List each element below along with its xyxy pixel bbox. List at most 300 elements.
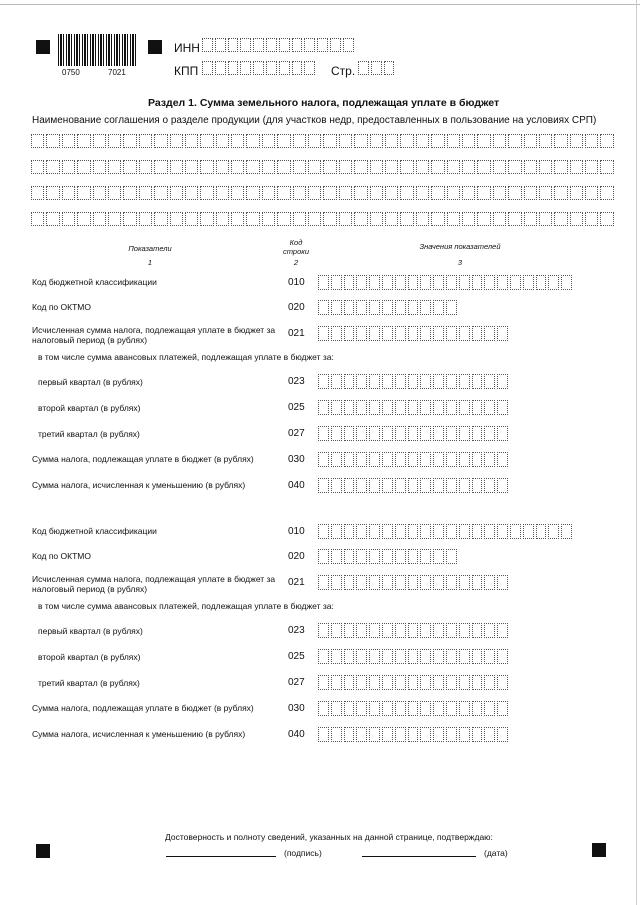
input-cell[interactable] xyxy=(484,727,495,742)
input-cell[interactable] xyxy=(216,134,229,148)
input-cell[interactable] xyxy=(484,400,495,415)
input-cell[interactable] xyxy=(108,212,121,226)
input-cell[interactable] xyxy=(493,212,506,226)
input-cell[interactable] xyxy=(323,212,336,226)
input-cell[interactable] xyxy=(382,452,393,467)
input-cell[interactable] xyxy=(331,326,342,341)
input-cell[interactable] xyxy=(433,426,444,441)
input-cell[interactable] xyxy=(400,186,413,200)
block2-value-field-021[interactable] xyxy=(318,575,510,590)
input-cell[interactable] xyxy=(318,675,329,690)
input-cell[interactable] xyxy=(356,326,367,341)
input-cell[interactable] xyxy=(344,623,355,638)
input-cell[interactable] xyxy=(369,549,380,564)
input-cell[interactable] xyxy=(279,38,290,52)
block2-value-field-020[interactable] xyxy=(318,549,459,564)
input-cell[interactable] xyxy=(459,478,470,493)
input-cell[interactable] xyxy=(318,426,329,441)
input-cell[interactable] xyxy=(240,38,251,52)
input-cell[interactable] xyxy=(202,38,213,52)
input-cell[interactable] xyxy=(262,160,275,174)
input-cell[interactable] xyxy=(408,549,419,564)
input-cell[interactable] xyxy=(154,134,167,148)
input-cell[interactable] xyxy=(369,575,380,590)
input-cell[interactable] xyxy=(344,400,355,415)
input-cell[interactable] xyxy=(395,478,406,493)
input-cell[interactable] xyxy=(459,400,470,415)
input-cell[interactable] xyxy=(331,478,342,493)
input-cell[interactable] xyxy=(462,212,475,226)
input-cell[interactable] xyxy=(395,275,406,290)
input-cell[interactable] xyxy=(536,275,547,290)
input-cell[interactable] xyxy=(370,134,383,148)
input-cell[interactable] xyxy=(420,575,431,590)
input-cell[interactable] xyxy=(318,478,329,493)
input-cell[interactable] xyxy=(323,134,336,148)
agreement-field-row-4[interactable] xyxy=(31,212,616,226)
input-cell[interactable] xyxy=(382,727,393,742)
input-cell[interactable] xyxy=(77,134,90,148)
input-cell[interactable] xyxy=(459,426,470,441)
input-cell[interactable] xyxy=(497,374,508,389)
input-cell[interactable] xyxy=(408,326,419,341)
input-cell[interactable] xyxy=(318,623,329,638)
input-cell[interactable] xyxy=(77,186,90,200)
input-cell[interactable] xyxy=(420,275,431,290)
input-cell[interactable] xyxy=(524,160,537,174)
input-cell[interactable] xyxy=(420,426,431,441)
input-cell[interactable] xyxy=(382,275,393,290)
input-cell[interactable] xyxy=(46,160,59,174)
block2-value-field-040[interactable] xyxy=(318,727,510,742)
input-cell[interactable] xyxy=(277,134,290,148)
input-cell[interactable] xyxy=(561,275,572,290)
input-cell[interactable] xyxy=(240,61,251,75)
input-cell[interactable] xyxy=(493,134,506,148)
input-cell[interactable] xyxy=(510,275,521,290)
input-cell[interactable] xyxy=(331,575,342,590)
input-cell[interactable] xyxy=(433,400,444,415)
input-cell[interactable] xyxy=(308,160,321,174)
input-cell[interactable] xyxy=(266,61,277,75)
input-cell[interactable] xyxy=(331,426,342,441)
input-cell[interactable] xyxy=(318,400,329,415)
input-cell[interactable] xyxy=(484,478,495,493)
input-cell[interactable] xyxy=(433,675,444,690)
input-cell[interactable] xyxy=(369,623,380,638)
input-cell[interactable] xyxy=(93,186,106,200)
input-cell[interactable] xyxy=(420,623,431,638)
input-cell[interactable] xyxy=(317,38,328,52)
input-cell[interactable] xyxy=(369,374,380,389)
input-cell[interactable] xyxy=(318,374,329,389)
input-cell[interactable] xyxy=(484,701,495,716)
input-cell[interactable] xyxy=(331,300,342,315)
input-cell[interactable] xyxy=(331,374,342,389)
input-cell[interactable] xyxy=(231,212,244,226)
input-cell[interactable] xyxy=(472,426,483,441)
input-cell[interactable] xyxy=(339,134,352,148)
input-cell[interactable] xyxy=(539,212,552,226)
input-cell[interactable] xyxy=(228,61,239,75)
input-cell[interactable] xyxy=(431,134,444,148)
input-cell[interactable] xyxy=(293,134,306,148)
input-cell[interactable] xyxy=(369,478,380,493)
input-cell[interactable] xyxy=(356,575,367,590)
input-cell[interactable] xyxy=(459,675,470,690)
input-cell[interactable] xyxy=(493,186,506,200)
signature-line[interactable] xyxy=(166,856,276,857)
input-cell[interactable] xyxy=(385,160,398,174)
input-cell[interactable] xyxy=(408,623,419,638)
input-cell[interactable] xyxy=(331,727,342,742)
input-cell[interactable] xyxy=(446,649,457,664)
input-cell[interactable] xyxy=(62,212,75,226)
input-cell[interactable] xyxy=(216,186,229,200)
input-cell[interactable] xyxy=(308,186,321,200)
input-cell[interactable] xyxy=(508,160,521,174)
input-cell[interactable] xyxy=(200,134,213,148)
block2-value-field-023[interactable] xyxy=(318,623,510,638)
input-cell[interactable] xyxy=(356,623,367,638)
input-cell[interactable] xyxy=(446,374,457,389)
input-cell[interactable] xyxy=(497,701,508,716)
input-cell[interactable] xyxy=(447,186,460,200)
input-cell[interactable] xyxy=(382,400,393,415)
input-cell[interactable] xyxy=(31,212,44,226)
input-cell[interactable] xyxy=(462,186,475,200)
input-cell[interactable] xyxy=(330,38,341,52)
input-cell[interactable] xyxy=(200,160,213,174)
input-cell[interactable] xyxy=(331,649,342,664)
input-cell[interactable] xyxy=(585,160,598,174)
input-cell[interactable] xyxy=(447,160,460,174)
input-cell[interactable] xyxy=(548,524,559,539)
input-cell[interactable] xyxy=(139,160,152,174)
input-cell[interactable] xyxy=(331,452,342,467)
input-cell[interactable] xyxy=(472,374,483,389)
input-cell[interactable] xyxy=(433,524,444,539)
input-cell[interactable] xyxy=(62,134,75,148)
input-cell[interactable] xyxy=(420,374,431,389)
input-cell[interactable] xyxy=(446,575,457,590)
input-cell[interactable] xyxy=(170,212,183,226)
input-cell[interactable] xyxy=(293,160,306,174)
input-cell[interactable] xyxy=(408,374,419,389)
input-cell[interactable] xyxy=(472,727,483,742)
input-cell[interactable] xyxy=(266,38,277,52)
input-cell[interactable] xyxy=(93,134,106,148)
input-cell[interactable] xyxy=(585,186,598,200)
input-cell[interactable] xyxy=(356,400,367,415)
input-cell[interactable] xyxy=(344,426,355,441)
input-cell[interactable] xyxy=(446,452,457,467)
input-cell[interactable] xyxy=(446,524,457,539)
input-cell[interactable] xyxy=(344,374,355,389)
input-cell[interactable] xyxy=(354,160,367,174)
input-cell[interactable] xyxy=(170,134,183,148)
input-cell[interactable] xyxy=(293,186,306,200)
input-cell[interactable] xyxy=(382,575,393,590)
input-cell[interactable] xyxy=(344,727,355,742)
input-cell[interactable] xyxy=(446,300,457,315)
input-cell[interactable] xyxy=(369,524,380,539)
input-cell[interactable] xyxy=(382,326,393,341)
input-cell[interactable] xyxy=(472,275,483,290)
input-cell[interactable] xyxy=(447,212,460,226)
input-cell[interactable] xyxy=(369,701,380,716)
input-cell[interactable] xyxy=(395,727,406,742)
input-cell[interactable] xyxy=(318,524,329,539)
input-cell[interactable] xyxy=(323,186,336,200)
input-cell[interactable] xyxy=(472,452,483,467)
input-cell[interactable] xyxy=(344,326,355,341)
block1-value-field-020[interactable] xyxy=(318,300,459,315)
input-cell[interactable] xyxy=(170,186,183,200)
input-cell[interactable] xyxy=(382,623,393,638)
block2-value-field-025[interactable] xyxy=(318,649,510,664)
input-cell[interactable] xyxy=(108,160,121,174)
input-cell[interactable] xyxy=(433,275,444,290)
input-cell[interactable] xyxy=(344,478,355,493)
input-cell[interactable] xyxy=(318,701,329,716)
input-cell[interactable] xyxy=(420,549,431,564)
input-cell[interactable] xyxy=(108,186,121,200)
input-cell[interactable] xyxy=(31,134,44,148)
input-cell[interactable] xyxy=(408,675,419,690)
input-cell[interactable] xyxy=(369,326,380,341)
input-cell[interactable] xyxy=(356,452,367,467)
input-cell[interactable] xyxy=(344,300,355,315)
input-cell[interactable] xyxy=(395,300,406,315)
input-cell[interactable] xyxy=(77,160,90,174)
block1-value-field-040[interactable] xyxy=(318,478,510,493)
input-cell[interactable] xyxy=(356,426,367,441)
input-cell[interactable] xyxy=(561,524,572,539)
input-cell[interactable] xyxy=(570,212,583,226)
input-cell[interactable] xyxy=(216,160,229,174)
input-cell[interactable] xyxy=(170,160,183,174)
input-cell[interactable] xyxy=(433,549,444,564)
input-cell[interactable] xyxy=(369,275,380,290)
input-cell[interactable] xyxy=(433,452,444,467)
input-cell[interactable] xyxy=(459,623,470,638)
input-cell[interactable] xyxy=(408,649,419,664)
input-cell[interactable] xyxy=(370,160,383,174)
page-number-field[interactable] xyxy=(358,61,396,75)
input-cell[interactable] xyxy=(431,160,444,174)
input-cell[interactable] xyxy=(62,186,75,200)
input-cell[interactable] xyxy=(570,134,583,148)
input-cell[interactable] xyxy=(31,160,44,174)
input-cell[interactable] xyxy=(433,300,444,315)
input-cell[interactable] xyxy=(446,727,457,742)
input-cell[interactable] xyxy=(246,160,259,174)
input-cell[interactable] xyxy=(536,524,547,539)
input-cell[interactable] xyxy=(370,186,383,200)
input-cell[interactable] xyxy=(369,675,380,690)
input-cell[interactable] xyxy=(497,478,508,493)
input-cell[interactable] xyxy=(154,160,167,174)
input-cell[interactable] xyxy=(370,212,383,226)
input-cell[interactable] xyxy=(459,452,470,467)
input-cell[interactable] xyxy=(331,400,342,415)
input-cell[interactable] xyxy=(46,186,59,200)
input-cell[interactable] xyxy=(523,275,534,290)
input-cell[interactable] xyxy=(382,300,393,315)
input-cell[interactable] xyxy=(539,160,552,174)
input-cell[interactable] xyxy=(108,134,121,148)
input-cell[interactable] xyxy=(185,212,198,226)
input-cell[interactable] xyxy=(231,160,244,174)
input-cell[interactable] xyxy=(318,300,329,315)
input-cell[interactable] xyxy=(395,701,406,716)
input-cell[interactable] xyxy=(408,426,419,441)
input-cell[interactable] xyxy=(433,623,444,638)
input-cell[interactable] xyxy=(420,649,431,664)
input-cell[interactable] xyxy=(246,134,259,148)
input-cell[interactable] xyxy=(369,426,380,441)
input-cell[interactable] xyxy=(215,61,226,75)
input-cell[interactable] xyxy=(139,186,152,200)
input-cell[interactable] xyxy=(600,186,613,200)
input-cell[interactable] xyxy=(446,326,457,341)
input-cell[interactable] xyxy=(395,549,406,564)
input-cell[interactable] xyxy=(472,649,483,664)
input-cell[interactable] xyxy=(539,186,552,200)
input-cell[interactable] xyxy=(400,160,413,174)
input-cell[interactable] xyxy=(400,212,413,226)
block2-value-field-010[interactable] xyxy=(318,524,574,539)
input-cell[interactable] xyxy=(600,212,613,226)
input-cell[interactable] xyxy=(477,212,490,226)
input-cell[interactable] xyxy=(395,400,406,415)
input-cell[interactable] xyxy=(508,186,521,200)
input-cell[interactable] xyxy=(446,549,457,564)
input-cell[interactable] xyxy=(497,623,508,638)
inn-field[interactable] xyxy=(202,38,356,52)
input-cell[interactable] xyxy=(123,186,136,200)
input-cell[interactable] xyxy=(354,212,367,226)
input-cell[interactable] xyxy=(277,212,290,226)
input-cell[interactable] xyxy=(497,727,508,742)
input-cell[interactable] xyxy=(554,186,567,200)
input-cell[interactable] xyxy=(339,212,352,226)
input-cell[interactable] xyxy=(416,186,429,200)
input-cell[interactable] xyxy=(472,623,483,638)
input-cell[interactable] xyxy=(356,675,367,690)
agreement-field-row-1[interactable] xyxy=(31,134,616,148)
input-cell[interactable] xyxy=(395,426,406,441)
input-cell[interactable] xyxy=(484,649,495,664)
input-cell[interactable] xyxy=(497,524,508,539)
input-cell[interactable] xyxy=(420,400,431,415)
input-cell[interactable] xyxy=(395,452,406,467)
input-cell[interactable] xyxy=(139,212,152,226)
block1-value-field-010[interactable] xyxy=(318,275,574,290)
input-cell[interactable] xyxy=(408,300,419,315)
input-cell[interactable] xyxy=(472,575,483,590)
input-cell[interactable] xyxy=(354,134,367,148)
input-cell[interactable] xyxy=(382,524,393,539)
input-cell[interactable] xyxy=(446,675,457,690)
input-cell[interactable] xyxy=(395,575,406,590)
input-cell[interactable] xyxy=(484,675,495,690)
input-cell[interactable] xyxy=(339,186,352,200)
input-cell[interactable] xyxy=(395,649,406,664)
input-cell[interactable] xyxy=(62,160,75,174)
input-cell[interactable] xyxy=(395,623,406,638)
input-cell[interactable] xyxy=(331,701,342,716)
input-cell[interactable] xyxy=(484,326,495,341)
input-cell[interactable] xyxy=(356,374,367,389)
input-cell[interactable] xyxy=(339,160,352,174)
input-cell[interactable] xyxy=(484,575,495,590)
input-cell[interactable] xyxy=(433,701,444,716)
input-cell[interactable] xyxy=(382,374,393,389)
input-cell[interactable] xyxy=(497,400,508,415)
input-cell[interactable] xyxy=(123,212,136,226)
input-cell[interactable] xyxy=(459,326,470,341)
input-cell[interactable] xyxy=(344,549,355,564)
input-cell[interactable] xyxy=(46,134,59,148)
input-cell[interactable] xyxy=(484,623,495,638)
input-cell[interactable] xyxy=(356,649,367,664)
agreement-field-row-3[interactable] xyxy=(31,186,616,200)
input-cell[interactable] xyxy=(384,61,395,75)
input-cell[interactable] xyxy=(185,134,198,148)
input-cell[interactable] xyxy=(231,186,244,200)
input-cell[interactable] xyxy=(356,549,367,564)
input-cell[interactable] xyxy=(123,160,136,174)
input-cell[interactable] xyxy=(358,61,369,75)
date-line[interactable] xyxy=(362,856,476,857)
input-cell[interactable] xyxy=(202,61,213,75)
input-cell[interactable] xyxy=(318,452,329,467)
input-cell[interactable] xyxy=(277,186,290,200)
input-cell[interactable] xyxy=(395,326,406,341)
input-cell[interactable] xyxy=(484,275,495,290)
input-cell[interactable] xyxy=(382,549,393,564)
input-cell[interactable] xyxy=(420,326,431,341)
input-cell[interactable] xyxy=(408,524,419,539)
input-cell[interactable] xyxy=(446,426,457,441)
input-cell[interactable] xyxy=(484,426,495,441)
input-cell[interactable] xyxy=(200,186,213,200)
input-cell[interactable] xyxy=(292,61,303,75)
input-cell[interactable] xyxy=(433,478,444,493)
input-cell[interactable] xyxy=(420,524,431,539)
input-cell[interactable] xyxy=(570,186,583,200)
input-cell[interactable] xyxy=(93,160,106,174)
input-cell[interactable] xyxy=(246,212,259,226)
input-cell[interactable] xyxy=(524,134,537,148)
input-cell[interactable] xyxy=(446,701,457,716)
input-cell[interactable] xyxy=(185,186,198,200)
input-cell[interactable] xyxy=(484,524,495,539)
block1-value-field-025[interactable] xyxy=(318,400,510,415)
input-cell[interactable] xyxy=(446,478,457,493)
input-cell[interactable] xyxy=(253,38,264,52)
input-cell[interactable] xyxy=(477,134,490,148)
input-cell[interactable] xyxy=(433,727,444,742)
input-cell[interactable] xyxy=(382,478,393,493)
input-cell[interactable] xyxy=(548,275,559,290)
input-cell[interactable] xyxy=(279,61,290,75)
input-cell[interactable] xyxy=(497,675,508,690)
block2-value-field-030[interactable] xyxy=(318,701,510,716)
input-cell[interactable] xyxy=(420,675,431,690)
